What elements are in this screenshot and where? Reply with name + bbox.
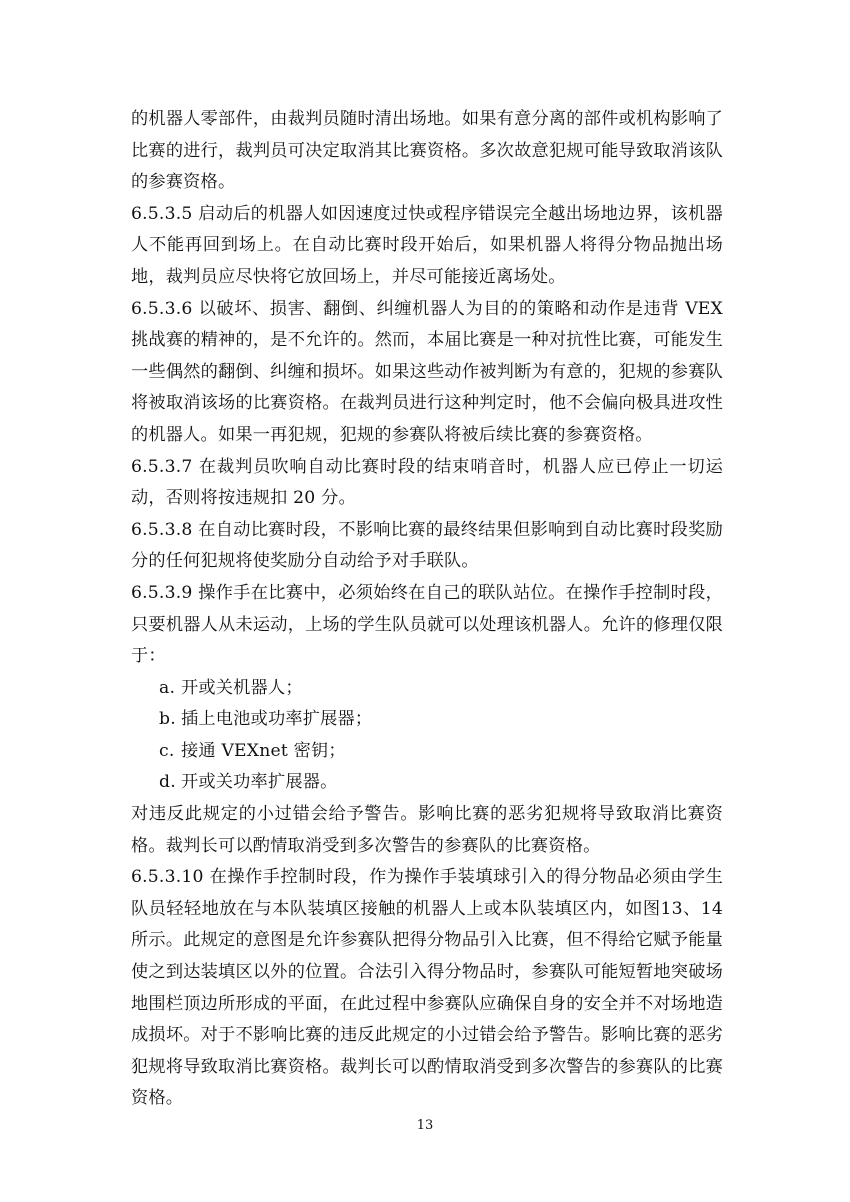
- list-item: [159, 704, 723, 736]
- paragraph-6-5-3-9: 6.5.3.9 操作手在比赛中，必须始终在自己的联队站位。在操作手控制时段，只要机器人从未运动，上场的学生队员就可以处理该机器人。允许的修理仅限于：: [131, 582, 723, 667]
- list-marker: c.: [159, 740, 175, 761]
- list-item: [159, 673, 723, 705]
- paragraph-6-5-3-10: 6.5.3.10 在操作手控制时段，作为操作手装填球引入的得分物品必须由学生队员轻轻地放在与本队装填区接触的机器人上或本队装填区内，如图13、14所示。此规定的意图是允许参赛队把得分物品引入比赛，但不得给它赋予能量使之到达装填区以外的位置。合法引入得分物品时，参赛队可能短暂地突破场地围栏顶边所形成的平面，在此过程中参赛队应确保自身的安全并不对场地造成损坏。对于不影响比赛的违反此规定的小过错会给予警告。影响比赛的恶劣犯规将导致取消比赛资格。裁判长可以酌情取消受到多次警告的参赛队的比赛资格。: [131, 867, 723, 1109]
- paragraph-after-list: 对违反此规定的小过错会给予警告。影响比赛的恶劣犯规将导致取消比赛资格。裁判长可以酌情取消受到多次警告的参赛队的比赛资格。: [131, 804, 723, 856]
- page-number: 13: [416, 1118, 434, 1133]
- paragraph-continuation: 的机器人零部件，由裁判员随时清出场地。如果有意分离的部件或机构影响了比赛的进行，裁判员可决定取消其比赛资格。多次故意犯规可能导致取消该队的参赛资格。: [131, 109, 723, 193]
- list-item: [159, 767, 723, 799]
- list-item-text: 插上电池或功率扩展器；: [181, 709, 373, 730]
- paragraph-6-5-3-7: 6.5.3.7 在裁判员吹响自动比赛时段的结束哨音时，机器人应已停止一切运动，否则将按违规扣 20 分。: [131, 456, 723, 509]
- paragraph-6-5-3-8: 6.5.3.8 在自动比赛时段，不影响比赛的最终结果但影响到自动比赛时段奖励分的任何犯规将使奖励分自动给予对手联队。: [131, 519, 723, 572]
- list-marker: b.: [159, 709, 176, 730]
- list-item-text: 接通 VEXnet 密钥；: [181, 740, 346, 761]
- paragraph-6-5-3-6: 6.5.3.6 以破坏、损害、翻倒、纠缠机器人为目的的策略和动作是违背 VEX 挑战赛的精神的，是不允许的。然而，本届比赛是一种对抗性比赛，可能发生一些偶然的翻倒、纠缠和损坏。如果这些动作被判断为有意的，犯规的参赛队将被取消该场的比赛资格。在裁判员进行这种判定时，他不会偏向极具进攻性的机器人。如果一再犯规，犯规的参赛队将被后续比赛的参赛资格。: [131, 298, 723, 445]
- document-body: [131, 104, 723, 1115]
- list-item-text: 开或关功率扩展器。: [181, 772, 338, 793]
- allowed-repairs-list: [131, 673, 723, 799]
- list-marker: d.: [159, 772, 176, 793]
- list-item-text: 开或关机器人；: [181, 677, 303, 698]
- list-marker: a.: [159, 677, 176, 698]
- list-item: [159, 736, 723, 768]
- paragraph-6-5-3-5: 6.5.3.5 启动后的机器人如因速度过快或程序错误完全越出场地边界，该机器人不能再回到场上。在自动比赛时段开始后，如果机器人将得分物品抛出场地，裁判员应尽快将它放回场上，并尽可能接近离场处。: [131, 203, 723, 287]
